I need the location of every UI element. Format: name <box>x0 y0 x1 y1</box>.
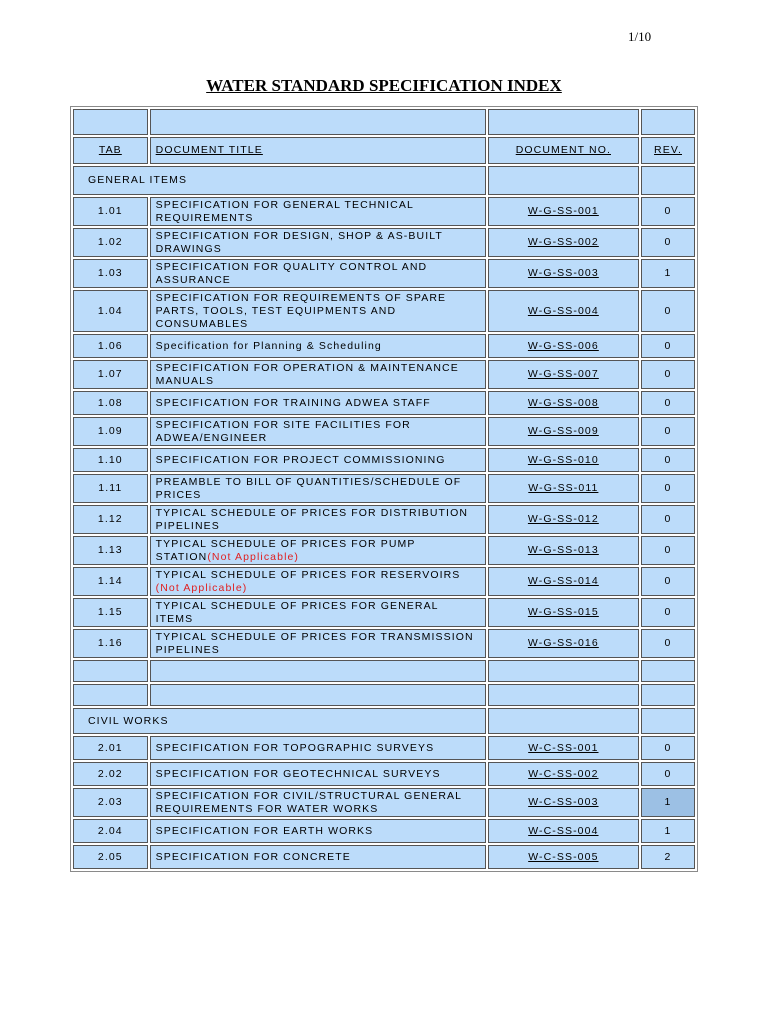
revision-cell: 0 <box>641 448 695 472</box>
document-number-cell <box>488 334 639 358</box>
document-number-cell <box>488 598 639 627</box>
table-row <box>73 391 695 415</box>
blank-row <box>73 660 695 682</box>
document-number-link[interactable]: W-G-SS-004 <box>527 304 599 317</box>
blank-cell <box>641 684 695 706</box>
section-row-civil <box>73 708 695 734</box>
header-tab <box>73 137 148 164</box>
table-row <box>73 736 695 760</box>
document-title-cell <box>150 197 486 226</box>
document-title: SPECIFICATION FOR PROJECT COMMISSIONING <box>155 453 446 466</box>
tab-cell: 1.04 <box>73 290 148 332</box>
revision-cell: 0 <box>641 197 695 226</box>
blank-cell <box>488 660 639 682</box>
revision-cell: 0 <box>641 417 695 446</box>
revision-cell: 1 <box>641 788 695 817</box>
document-title: PREAMBLE TO BILL OF QUANTITIES/SCHEDULE OF PRICES <box>155 475 462 501</box>
revision-cell: 0 <box>641 536 695 565</box>
document-title-cell <box>150 360 486 389</box>
spacer-cell <box>488 109 639 135</box>
tab-cell: 1.06 <box>73 334 148 358</box>
header-rev-label: REV. <box>654 144 682 156</box>
document-number-cell <box>488 290 639 332</box>
page-number: 1/10 <box>628 29 652 44</box>
tab-cell: 2.04 <box>73 819 148 843</box>
table-row <box>73 290 695 332</box>
revision-cell: 0 <box>641 762 695 786</box>
document-title-cell <box>150 736 486 760</box>
revision-cell: 0 <box>641 629 695 658</box>
revision-cell: 1 <box>641 259 695 288</box>
document-number-cell <box>488 536 639 565</box>
tab-cell: 1.15 <box>73 598 148 627</box>
tab-cell: 1.16 <box>73 629 148 658</box>
document-title: SPECIFICATION FOR QUALITY CONTROL AND ASSURANCE <box>155 260 428 286</box>
table-row <box>73 788 695 817</box>
document-title-cell <box>150 819 486 843</box>
table-row <box>73 598 695 627</box>
section-civil-works: CIVIL WORKS <box>73 708 486 734</box>
header-row <box>73 137 695 164</box>
document-title-cell <box>150 228 486 257</box>
tab-cell: 1.13 <box>73 536 148 565</box>
document-title: TYPICAL SCHEDULE OF PRICES FOR PUMP STATION <box>155 537 416 563</box>
document-title: SPECIFICATION FOR SITE FACILITIES FOR ADWEA/ENGINEER <box>155 418 411 444</box>
document-number-link[interactable]: W-C-SS-001 <box>528 741 599 754</box>
table-row <box>73 474 695 503</box>
document-title-cell <box>150 788 486 817</box>
document-title: SPECIFICATION FOR DESIGN, SHOP & AS-BUILT DRAWINGS <box>155 229 443 255</box>
document-title-cell <box>150 334 486 358</box>
document-number-cell <box>488 629 639 658</box>
header-doc-no <box>488 137 639 164</box>
document-number-link[interactable]: W-G-SS-012 <box>527 513 599 525</box>
section-empty-cell <box>641 166 695 195</box>
table-row <box>73 448 695 472</box>
document-title-cell <box>150 762 486 786</box>
table-row <box>73 197 695 226</box>
document-title: SPECIFICATION FOR CIVIL/STRUCTURAL GENERAL REQUIREMENTS FOR WATER WORKS <box>155 789 462 815</box>
header-rev <box>641 137 695 164</box>
document-number-cell <box>488 228 639 257</box>
document-number-cell <box>488 259 639 288</box>
table-row <box>73 259 695 288</box>
document-number-cell <box>488 762 639 786</box>
document-number-link[interactable]: W-G-SS-016 <box>527 637 599 649</box>
table-row <box>73 360 695 389</box>
header-doc-no-label: DOCUMENT NO. <box>515 144 611 156</box>
document-title-cell <box>150 505 486 534</box>
revision-cell: 1 <box>641 819 695 843</box>
document-number-link[interactable]: W-C-SS-005 <box>528 850 599 863</box>
tab-cell: 2.05 <box>73 845 148 869</box>
header-title-label: DOCUMENT TITLE <box>155 144 263 156</box>
revision-cell: 0 <box>641 360 695 389</box>
spacer-row <box>73 109 695 135</box>
document-number-cell <box>488 448 639 472</box>
section-empty-cell <box>488 166 639 195</box>
tab-cell: 1.02 <box>73 228 148 257</box>
document-title-cell <box>150 845 486 869</box>
blank-cell <box>150 660 486 682</box>
tab-cell: 2.01 <box>73 736 148 760</box>
document-title: SPECIFICATION FOR TOPOGRAPHIC SURVEYS <box>155 741 435 754</box>
document-number-link[interactable]: W-G-SS-007 <box>527 368 599 380</box>
document-title-cell <box>150 598 486 627</box>
revision-cell: 0 <box>641 391 695 415</box>
document-number-link[interactable]: W-G-SS-015 <box>527 606 599 618</box>
blank-cell <box>73 660 148 682</box>
document-title: SPECIFICATION FOR GENERAL TECHNICAL REQUIREMENTS <box>155 198 414 224</box>
document-number-cell <box>488 845 639 869</box>
document-number-link[interactable]: W-G-SS-009 <box>527 425 599 437</box>
document-number-link[interactable]: W-G-SS-002 <box>527 236 599 248</box>
table-row <box>73 536 695 565</box>
document-number-cell <box>488 505 639 534</box>
revision-cell: 2 <box>641 845 695 869</box>
not-applicable-note: (Not Applicable) <box>207 550 300 563</box>
table-row <box>73 762 695 786</box>
table-row <box>73 228 695 257</box>
document-title-cell <box>150 536 486 565</box>
tab-cell: 1.14 <box>73 567 148 596</box>
document-title: SPECIFICATION FOR TRAINING ADWEA STAFF <box>155 396 431 409</box>
document-number-link[interactable]: W-C-SS-004 <box>528 824 599 837</box>
revision-cell: 0 <box>641 505 695 534</box>
tab-cell: 1.09 <box>73 417 148 446</box>
document-title: SPECIFICATION FOR CONCRETE <box>155 850 351 863</box>
tab-cell: 1.01 <box>73 197 148 226</box>
table-body <box>73 109 695 869</box>
page-title-text: WATER STANDARD SPECIFICATION INDEX <box>206 76 562 95</box>
document-title-cell <box>150 474 486 503</box>
tab-cell: 1.03 <box>73 259 148 288</box>
document-number-link[interactable]: W-C-SS-002 <box>528 767 599 780</box>
document-title: TYPICAL SCHEDULE OF PRICES FOR TRANSMISSION PIPELINES <box>155 630 474 656</box>
document-number-cell <box>488 391 639 415</box>
document-title: SPECIFICATION FOR OPERATION & MAINTENANCE MANUALS <box>155 361 459 387</box>
table-row <box>73 845 695 869</box>
document-title-cell <box>150 259 486 288</box>
revision-cell: 0 <box>641 736 695 760</box>
document-number-link[interactable]: W-G-SS-008 <box>527 396 599 409</box>
table-row <box>73 417 695 446</box>
document-title: TYPICAL SCHEDULE OF PRICES FOR DISTRIBUTION PIPELINES <box>155 506 469 532</box>
document-number-link[interactable]: W-G-SS-003 <box>527 267 599 279</box>
section-empty-cell <box>641 708 695 734</box>
revision-cell: 0 <box>641 228 695 257</box>
tab-cell: 2.03 <box>73 788 148 817</box>
document-number-link[interactable]: W-C-SS-003 <box>528 796 599 808</box>
document-number-link[interactable]: W-G-SS-014 <box>527 575 599 587</box>
tab-cell: 1.12 <box>73 505 148 534</box>
document-number-cell <box>488 360 639 389</box>
page-title <box>0 76 768 96</box>
table-row <box>73 819 695 843</box>
table-row <box>73 629 695 658</box>
header-title <box>150 137 486 164</box>
document-number-cell <box>488 417 639 446</box>
revision-cell: 0 <box>641 567 695 596</box>
document-number-cell <box>488 788 639 817</box>
spacer-cell <box>73 109 148 135</box>
document-number-link[interactable]: W-G-SS-001 <box>527 205 599 217</box>
tab-cell: 1.07 <box>73 360 148 389</box>
tab-cell: 1.11 <box>73 474 148 503</box>
tab-cell: 1.08 <box>73 391 148 415</box>
document-number-link[interactable]: W-G-SS-010 <box>527 453 599 466</box>
blank-cell <box>150 684 486 706</box>
document-number-cell <box>488 819 639 843</box>
document-title: TYPICAL SCHEDULE OF PRICES FOR RESERVOIRS <box>155 568 461 581</box>
document-number-link[interactable]: W-G-SS-011 <box>528 482 599 494</box>
document-title-cell <box>150 391 486 415</box>
document-title-cell <box>150 567 486 596</box>
revision-cell: 0 <box>641 598 695 627</box>
table-row <box>73 567 695 596</box>
revision-cell: 0 <box>641 290 695 332</box>
document-number-cell <box>488 736 639 760</box>
blank-cell <box>488 684 639 706</box>
document-title: Specification for Planning & Scheduling <box>155 339 382 352</box>
header-tab-label: TAB <box>98 144 122 156</box>
document-number-link[interactable]: W-G-SS-013 <box>527 544 599 556</box>
table-row <box>73 505 695 534</box>
tab-cell: 1.10 <box>73 448 148 472</box>
specification-index-table <box>70 106 698 872</box>
revision-cell: 0 <box>641 334 695 358</box>
document-title-cell <box>150 417 486 446</box>
revision-cell: 0 <box>641 474 695 503</box>
document-number-link[interactable]: W-G-SS-006 <box>527 339 599 352</box>
document-title: SPECIFICATION FOR EARTH WORKS <box>155 824 374 837</box>
table-row <box>73 334 695 358</box>
blank-row <box>73 684 695 706</box>
section-empty-cell <box>488 708 639 734</box>
document-number-cell <box>488 474 639 503</box>
spacer-cell <box>150 109 486 135</box>
document-title: SPECIFICATION FOR GEOTECHNICAL SURVEYS <box>155 767 441 780</box>
section-general-items: GENERAL ITEMS <box>73 166 486 195</box>
document-title-cell <box>150 629 486 658</box>
document-title: TYPICAL SCHEDULE OF PRICES FOR GENERAL ITEMS <box>155 599 439 625</box>
document-title-cell <box>150 290 486 332</box>
blank-cell <box>73 684 148 706</box>
spacer-cell <box>641 109 695 135</box>
document-number-cell <box>488 197 639 226</box>
section-row-general <box>73 166 695 195</box>
tab-cell: 2.02 <box>73 762 148 786</box>
document-title: SPECIFICATION FOR REQUIREMENTS OF SPARE PARTS, TOOLS, TEST EQUIPMENTS AND CONSUMABLES <box>155 291 447 330</box>
not-applicable-note: (Not Applicable) <box>155 581 248 594</box>
document-title-cell <box>150 448 486 472</box>
blank-cell <box>641 660 695 682</box>
document-number-cell <box>488 567 639 596</box>
